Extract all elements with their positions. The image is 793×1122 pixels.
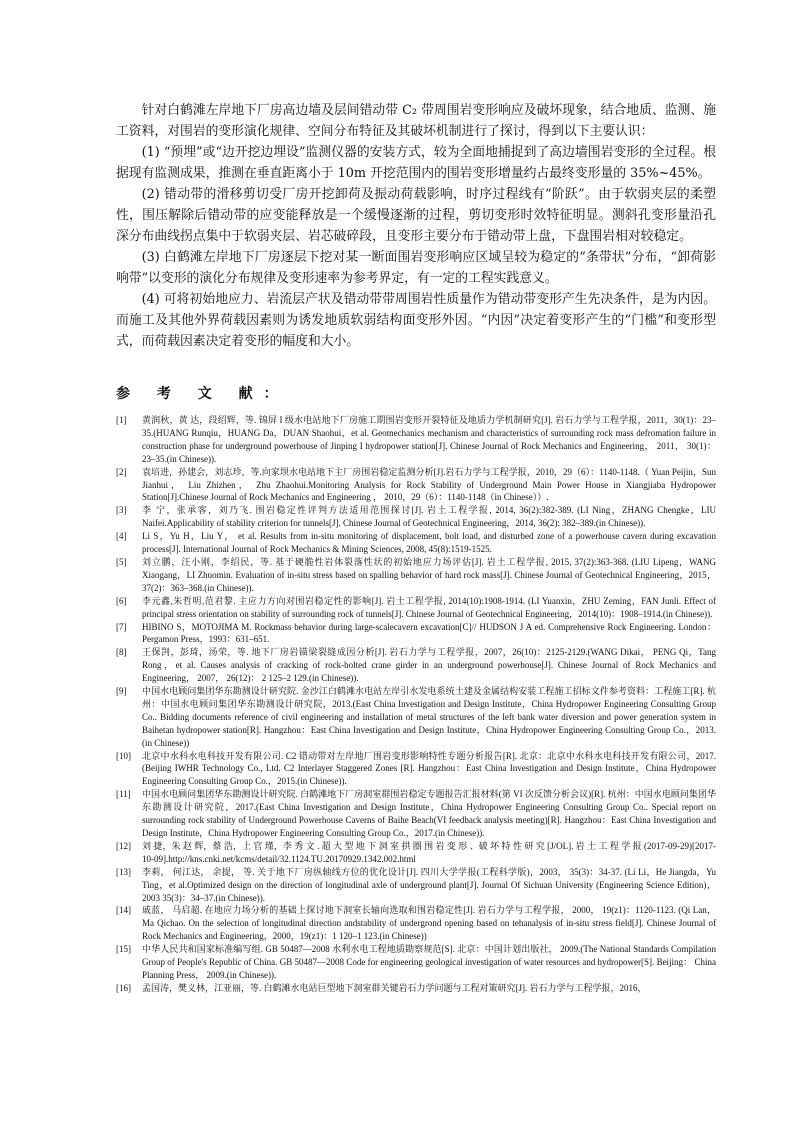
reference-number: [2]	[116, 466, 127, 477]
reference-item	[116, 414, 716, 466]
reference-number: [15]	[116, 944, 131, 955]
conclusion-point-1: (1) “预埋”或“边开挖边埋设”监测仪器的安装方式，较为全面地捕捉到了高边墙围岩变形的全过程。根据现有监测成果，推测在垂直距离小于 10m 开挖范围内的围岩变形增量约占最终变形量的 35%~45%。	[116, 145, 716, 181]
reference-item	[116, 904, 716, 943]
reference-number: [10]	[116, 750, 131, 761]
reference-number: [16]	[116, 982, 131, 993]
references-heading: 参 考 文 献：	[116, 386, 289, 402]
reference-item	[116, 788, 716, 840]
reference-text: 刘 捷，朱 赵 辉，蔡 浩，上 官 瑾，李 秀 文 . 超 大 型 地 下 洞 室 拱 圈 围 岩 变 形 、破 坏 特 性 研 究 [J/OL]. 岩 土 工 程 学 报 (2017-09-29)[2017-10-09].http://kns.cnki.net/kcms/detail/32.1124.TU.20170929.1342.002.html	[142, 840, 716, 864]
reference-item	[116, 943, 716, 982]
conclusions-intro-paragraph: 针对白鹤滩左岸地下厂房高边墙及层间错动带 C₂ 带周围岩变形响应及破坏现象，结合地质、监测、施工资料，对围岩的变形演化规律、空间分布特征及其破坏机制进行了探讨，得到以下主要认识：	[116, 103, 716, 139]
reference-number: [6]	[116, 595, 127, 606]
reference-text: 中华人民共和国家标准编写组. GB 50487—2008 水利水电工程地质勘察规范[S]. 北京：中国计划出版社， 2009.(The National Standards Compilation Group of People's Republic of China. GB 50487—2008 Code for engineering geological investigation of water resources and hydropower[S]. Beijing： China Planning Press， 2009.(in Chinese)).	[142, 944, 716, 980]
reference-item	[116, 504, 716, 530]
conclusion-point-4: (4) 可将初始地应力、岩流层产状及错动带带周围岩性质量作为错动带变形产生先决条件，是为内因。而施工及其他外界荷载因素则为诱发地质软弱结构面变形外因。“内因”决定着变形产生的“门槛”和变形型式，而荷载因素决定着变形的幅度和大小。	[116, 292, 716, 349]
reference-item	[116, 646, 716, 685]
reference-text: 戚蓝， 马启超. 在地应力场分析的基础上探讨地下洞室长轴向选取和围岩稳定性[J]. 岩石力学与工程学报， 2000， 19(z1)：1120-1123. (Qi Lan， Ma Qichao. On the selection of longitudinal direction andstability of undergrond opening based on tehanalysis of in-situ stress field[J]. Chinese Journal of Rock Mechanics and Engineering，2000，19(z1)：1 120–1 123.(in Chinese))	[142, 905, 716, 942]
reference-text: 李莉， 何江达， 余提， 等. 关于地下厂房纵轴线方位的优化设计[J]. 四川大学学报(工程科学版)，2003， 35(3)：34-37. (Li Li，He Jiangda，Yu Ting，et al.Optimized design on the direction of longitudinal axle of underground plant[J]. Journal Of Sichuan University (Engineering Science Edition)， 2003 35(3)：34–37.(in Chinese)).	[142, 866, 716, 903]
references-list	[116, 414, 716, 995]
reference-text: 李 宁，张承客，刘乃飞. 围岩稳定性评判方法适用范围探讨[J]. 岩土工程学报, 2014, 36(2):382-389. (LI Ning，ZHANG Chengke，LIU Naifei.Applicability of stability criterion for tunnels[J]. Chinese Journal of Geotechnical Engineering，2014, 36(2): 382–389.(in Chinese)).	[142, 505, 716, 529]
reference-item	[116, 621, 716, 647]
reference-text: 黄润秋，黄 达，段绍辉，等. 锦屏 I 级水电站地下厂房施工期围岩变形开裂特征及地质力学机制研究[J]. 岩石力学与工程学报，2011，30(1)：23–35.(HUANG Runqiu，HUANG Da，DUAN Shaohui，et al. Geomechanics mechanism and characteristics of surrounding rock mass defromation failure in construction phase for underground powerhouse of Jinping I hydropower station[J]. Chinese Journal of Rock Mechanics and Engineering， 2011， 30(1)： 23–35.(in Chinese)).	[142, 415, 716, 464]
reference-text: 刘立鹏，汪小刚，李绍民，等. 基于硬脆性岩体裂落性状的初始地应力场评估[J]. 岩土工程学报, 2015, 37(2):363-368. (LIU Lipeng，WANG Xiaogang，LI Zhuomin. Evaluation of in-situ stress based on spalling behavior of hard rock mass[J]. Chinese Journal of Geotechnical Engineering，2015，37(2)：363–368.(in Chinese)).	[142, 556, 716, 593]
reference-number: [9]	[116, 686, 127, 697]
reference-text: HIBINO S，MOTOJIMA M. Rockmass behavior during large-scalecavern excavation[C]// HUDSON J A ed. Comprehensive Rock Engineering. London：Pergamon Press，1993：631–651.	[142, 621, 716, 645]
reference-item	[116, 530, 716, 556]
conclusion-point-3: (3) 白鹤滩左岸地下厂房逐层下挖对某一断面围岩变形响应区域呈较为稳定的“条带状”分布，“卸荷影响带”以变形的演化分布规律及变形速率为参考界定，有一定的工程实践意义。	[116, 250, 716, 286]
reference-number: [11]	[116, 789, 131, 800]
reference-item	[116, 866, 716, 905]
reference-text: 孟国涛，樊义林，江亚丽，等. 白鹤滩水电站巨型地下洞室群关键岩石力学问题与工程对策研究[J]. 岩石力学与工程学报，2016，	[142, 982, 647, 993]
reference-item	[116, 982, 716, 995]
reference-text: 李元鑫,朱哲明,范君黎. 主应力方向对围岩稳定性的影响[J]. 岩土工程学报, 2014(10):1908-1914. (LI Yuanxin，ZHU Zeming，FAN Junli. Effect of principal stress orientation on stability of surrounding rock of tunnels[J]. Chinese Journal of Geotechnical Engineering，2014(10)：1908–1914.(in Chinese)).	[142, 595, 716, 619]
reference-item	[116, 750, 716, 789]
reference-number: [4]	[116, 531, 127, 542]
conclusions-section	[116, 100, 716, 352]
reference-item	[116, 466, 716, 505]
reference-text: 北京中水科水电科技开发有限公司. C2 错动带对左岸地厂围岩变形影响特性专题分析报告[R]. 北京：北京中水科水电科技开发有限公司，2017.(Beijing IWHR Technology Co., Ltd. C2 Interlayer Staggered Zones [R]. Hangzhou：East China Investigation and Design Institute，China Hydropower Engineering Consulting Group Co.，2015.(in Chinese)).	[142, 750, 716, 787]
reference-text: 中国水电顾问集团华东勘测设计研究院. 白鹤滩地下厂房洞室群围岩稳定专题报告汇报材料(第 VI 次反馈分析会议)[R]. 杭州：中国水电顾问集团华东勘测设计研究院，2017.(East China Investigation and Design Institute，China Hydropower Engineering Consulting Group Co.. Special report on surrounding rock stability of Underground Powerhouse Caverns of Baihe Beach(VI feedback analysis meeting)[R]. Hangzhou：East China Investigation and Design Institute，China Hydropower Engineering Consulting Group Co.，2017.(in Chinese)).	[142, 789, 716, 838]
reference-number: [8]	[116, 647, 127, 658]
reference-number: [1]	[116, 415, 127, 425]
reference-number: [7]	[116, 621, 127, 632]
reference-number: [12]	[116, 840, 131, 851]
conclusion-point-2: (2) 错动带的滑移剪切受厂房开挖卸荷及振动荷载影响，时序过程线有“阶跃”。由于软弱夹层的柔塑性，围压解除后错动带的应变能释放是一个缓慢逐渐的过程，剪切变形时效特征明显。测斜孔变形量沿孔深分布曲线拐点集中于软弱夹层、岩芯破碎段，且变形主要分布于错动带上盘，下盘围岩相对较稳定。	[116, 187, 716, 244]
reference-item	[116, 556, 716, 595]
reference-text: 袁培进，孙建会，刘志珍，等.向家坝水电站地下主厂房围岩稳定监测分析[J].岩石力学与工程学报，2010，29（6）：1140-1148.（ Yuan Peijin，Sun Jianhui， Liu Zhizhen， Zhu Zhaohui.Monitoring Analysis for Rock Stability of Underground Main Power House in Xiangjiaba Hydropower Station[J].Chinese Journal of Rock Mechanics and Engineering ， 2010，29（6）：1140-1148（in Chinese））.	[142, 466, 716, 503]
reference-text: 王保剀，彭琦，汤荣，等. 地下厂房岩锚梁裂缝成因分析[J]. 岩石力学与工程学报，2007，26(10)：2125-2129.(WANG Dikai， PENG Qi，Tang Rong，et al. Causes analysis of cracking of rock-bolted crane girder in an underground powerhouse[J]. Chinese Journal of Rock Mechanics and Engineering， 2007， 26(12)： 2 125–2 129.(in Chinese)).	[142, 647, 716, 684]
reference-number: [3]	[116, 505, 127, 516]
reference-number: [13]	[116, 866, 131, 877]
reference-item	[116, 595, 716, 621]
reference-item	[116, 840, 716, 866]
reference-number: [5]	[116, 556, 127, 567]
reference-text: 中国水电顾问集团华东勘测设计研究院. 金沙江白鹤滩水电站左岸引水发电系统土建及金属结构安装工程施工招标文件参考资料：工程施工[R]. 杭州：中国水电顾问集团华东勘测设计研究院，2013.(East China Investigation and Design Institute，China Hydropower Engineering Consulting Group Co.. Bidding documents reference of civil engineering and installation of metal structures of the left bank water diversion and power generation system in Baihetan hydropower station[R]. Hangzhou：East China Investigation and Design Institute，China Hydropower Engineering Consulting Group Co.，2013.(in Chinese))	[142, 686, 716, 748]
reference-text: Li S，Yu H，Liu Y， et al. Results from in-situ monitoring of displacement, bolt load, and disturbed zone of a powerhouse cavern during excavation process[J]. International Journal of Rock Mechanics & Mining Sciences, 2008, 45(8):1519-1525.	[142, 531, 716, 555]
reference-number: [14]	[116, 905, 131, 916]
reference-item	[116, 685, 716, 750]
